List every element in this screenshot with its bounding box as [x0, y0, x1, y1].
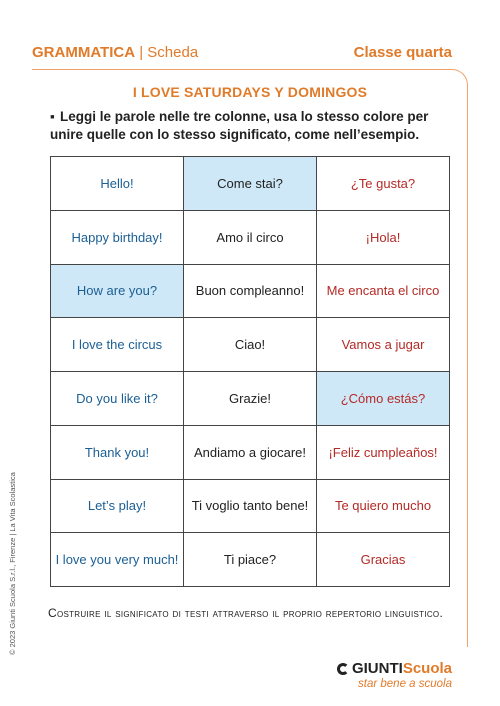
word-cell[interactable]: How are you?: [51, 264, 184, 318]
word-cell[interactable]: Amo il circo: [184, 210, 317, 264]
word-cell[interactable]: ¿Cómo estás?: [317, 372, 450, 426]
table-row: [51, 425, 450, 479]
table-row: [51, 372, 450, 426]
logo-brand-b: Scuola: [402, 660, 452, 677]
word-cell[interactable]: Me encanta el circo: [317, 264, 450, 318]
bullet-icon: ▪: [50, 109, 55, 124]
table-row: [51, 533, 450, 587]
table-row: [51, 210, 450, 264]
class-label: Classe quarta: [353, 44, 452, 61]
table-row: [51, 264, 450, 318]
word-grid: [50, 156, 450, 587]
kind-label: Scheda: [147, 44, 199, 61]
worksheet-title: I LOVE SATURDAYS Y DOMINGOS: [132, 84, 368, 100]
instruction: [50, 108, 460, 144]
word-cell[interactable]: Let’s play!: [51, 479, 184, 533]
word-cell[interactable]: Vamos a jugar: [317, 318, 450, 372]
giunti-g-icon: [337, 663, 349, 675]
word-cell[interactable]: Happy birthday!: [51, 210, 184, 264]
learning-goal: Costruire il significato di testi attraverso il proprio repertorio linguistico.: [48, 606, 444, 620]
logo-brand-a: GIUNTI: [351, 660, 403, 677]
logo-brand: [337, 660, 452, 677]
word-cell[interactable]: Ciao!: [184, 318, 317, 372]
word-cell[interactable]: ¡Feliz cumpleaños!: [317, 425, 450, 479]
header-separator: |: [139, 44, 144, 61]
table-row: [51, 157, 450, 211]
instruction-text: Leggi le parole nelle tre colonne, usa lo stesso colore per unire quelle con lo stesso significato, come nell’esempio.: [50, 109, 429, 142]
copyright: © 2023 Giunti Scuola S.r.l., Firenze | La Vita Scolastica: [8, 472, 17, 655]
publisher-logo: [332, 660, 452, 694]
word-cell[interactable]: I love the circus: [51, 318, 184, 372]
table-row: [51, 479, 450, 533]
word-cell[interactable]: Ti piace?: [184, 533, 317, 587]
subject-label: GRAMMATICA: [32, 44, 136, 61]
word-cell[interactable]: Andiamo a giocare!: [184, 425, 317, 479]
word-cell[interactable]: ¡Hola!: [317, 210, 450, 264]
word-cell[interactable]: Gracias: [317, 533, 450, 587]
word-cell[interactable]: ¿Te gusta?: [317, 157, 450, 211]
logo-tagline: star bene a scuola: [358, 678, 452, 690]
word-cell[interactable]: Te quiero mucho: [317, 479, 450, 533]
word-cell[interactable]: Thank you!: [51, 425, 184, 479]
page-header: [32, 44, 452, 64]
word-cell[interactable]: Buon compleanno!: [184, 264, 317, 318]
word-cell[interactable]: I love you very much!: [51, 533, 184, 587]
table-row: [51, 318, 450, 372]
word-cell[interactable]: Do you like it?: [51, 372, 184, 426]
word-cell[interactable]: Ti voglio tanto bene!: [184, 479, 317, 533]
word-cell[interactable]: Come stai?: [184, 157, 317, 211]
subject-heading: [32, 44, 198, 61]
word-cell[interactable]: Hello!: [51, 157, 184, 211]
word-cell[interactable]: Grazie!: [184, 372, 317, 426]
